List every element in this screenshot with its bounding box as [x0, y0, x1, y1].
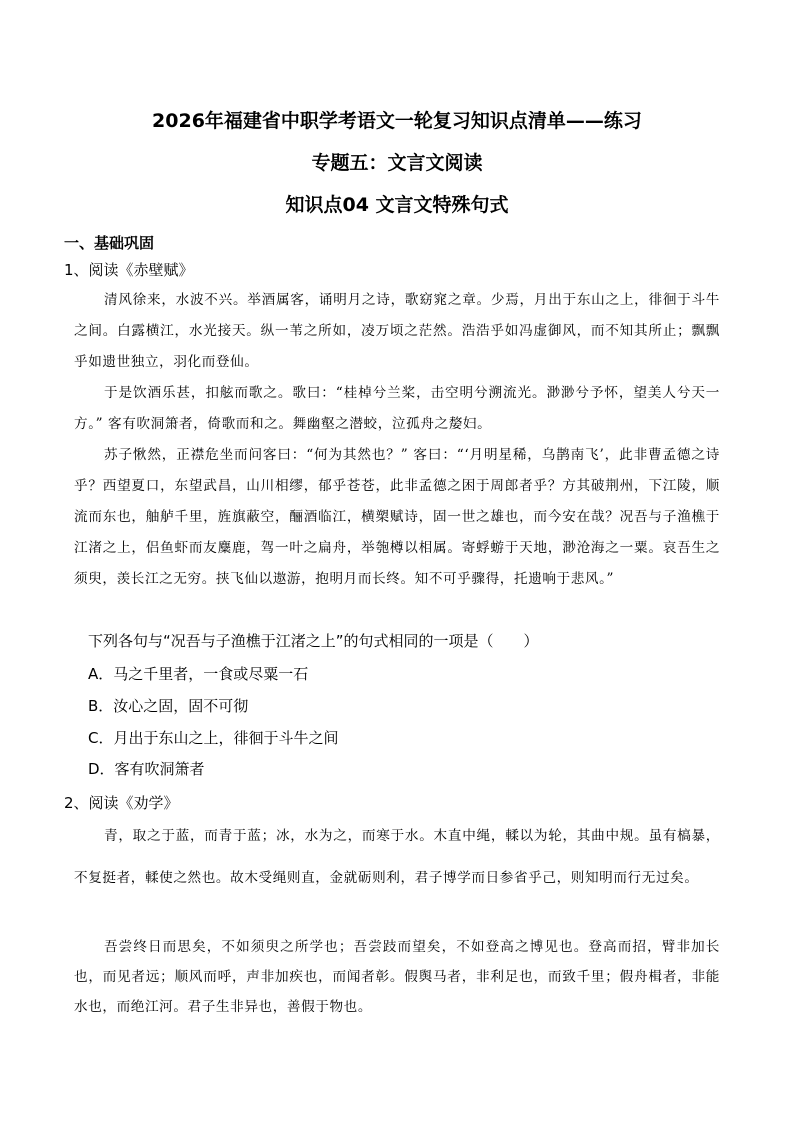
passage-paragraph: 吾尝终日而思矣，不如须臾之所学也；吾尝跂而望矣，不如登高之博见也。登高而招，臂非加长也，而见者远；顺风而呼，声非加疾也，而闻者彰。假舆马者，非利足也，而致千里；假舟楫者，非能水也，而绝江河。君子生非异也，善假于物也。	[74, 939, 720, 1015]
passage-paragraph: 青，取之于蓝，而青于蓝；冰，水为之，而寒于水。木直中绳，輮以为轮，其曲中规。虽有槁暴，不复挺者，輮使之然也。故木受绳则直，金就砺则利，君子博学而日参省乎己，则知明而行无过矣。	[74, 828, 720, 886]
section-heading: 一、基础巩固	[64, 234, 155, 252]
passage-paragraph: 于是饮酒乐甚，扣舷而歌之。歌曰：“桂棹兮兰桨，击空明兮溯流光。渺渺兮予怀，望美人兮天一方。” 客有吹洞箫者，倚歌而和之。舞幽壑之潜蛟，泣孤舟之嫠妇。	[74, 385, 720, 432]
question-1-label: 1、阅读《赤壁赋》	[64, 261, 194, 279]
document-title: 2026年福建省中职学考语文一轮复习知识点清单——练习	[152, 110, 642, 132]
option-b: B．汝心之固，固不可彻	[88, 697, 249, 715]
passage-paragraph: 苏子愀然，正襟危坐而问客曰：“何为其然也？” 客曰：“‘月明星稀，乌鹊南飞’，此非曹孟德之诗乎？西望夏口，东望武昌，山川相缪，郁乎苍苍，此非孟德之困于周郎者乎？方其破荆州，下江陵，顺流而东也，舳舻千里，旌旗蔽空，酾酒临江，横槊赋诗，固一世之雄也，而今安在哉？况吾与子渔樵于江渚之上，侣鱼虾而友麋鹿，驾一叶之扁舟，举匏樽以相属。寄蜉蝣于天地，渺沧海之一粟。哀吾生之须臾，羡长江之无穷。挟飞仙以遨游，抱明月而长终。知不可乎骤得，托遗响于悲风。”	[74, 447, 720, 587]
question-2-label: 2、阅读《劝学》	[64, 794, 179, 812]
topic-title: 知识点04 文言文特殊句式	[285, 194, 509, 216]
option-d: D．客有吹洞箫者	[88, 760, 205, 778]
passage-paragraph: 清风徐来，水波不兴。举酒属客，诵明月之诗，歌窈窕之章。少焉，月出于东山之上，徘徊于斗牛之间。白露横江，水光接天。纵一苇之所如，凌万顷之茫然。浩浩乎如冯虚御风，而不知其所止；飘飘乎如遗世独立，羽化而登仙。	[74, 292, 720, 370]
question-1-stem: 下列各句与“况吾与子渔樵于江渚之上”的句式相同的一项是（ ）	[88, 632, 539, 650]
option-c: C．月出于东山之上，徘徊于斗牛之间	[88, 729, 339, 747]
document-subtitle: 专题五：文言文阅读	[311, 152, 483, 174]
option-a: A．马之千里者，一食或尽粟一石	[88, 665, 309, 683]
